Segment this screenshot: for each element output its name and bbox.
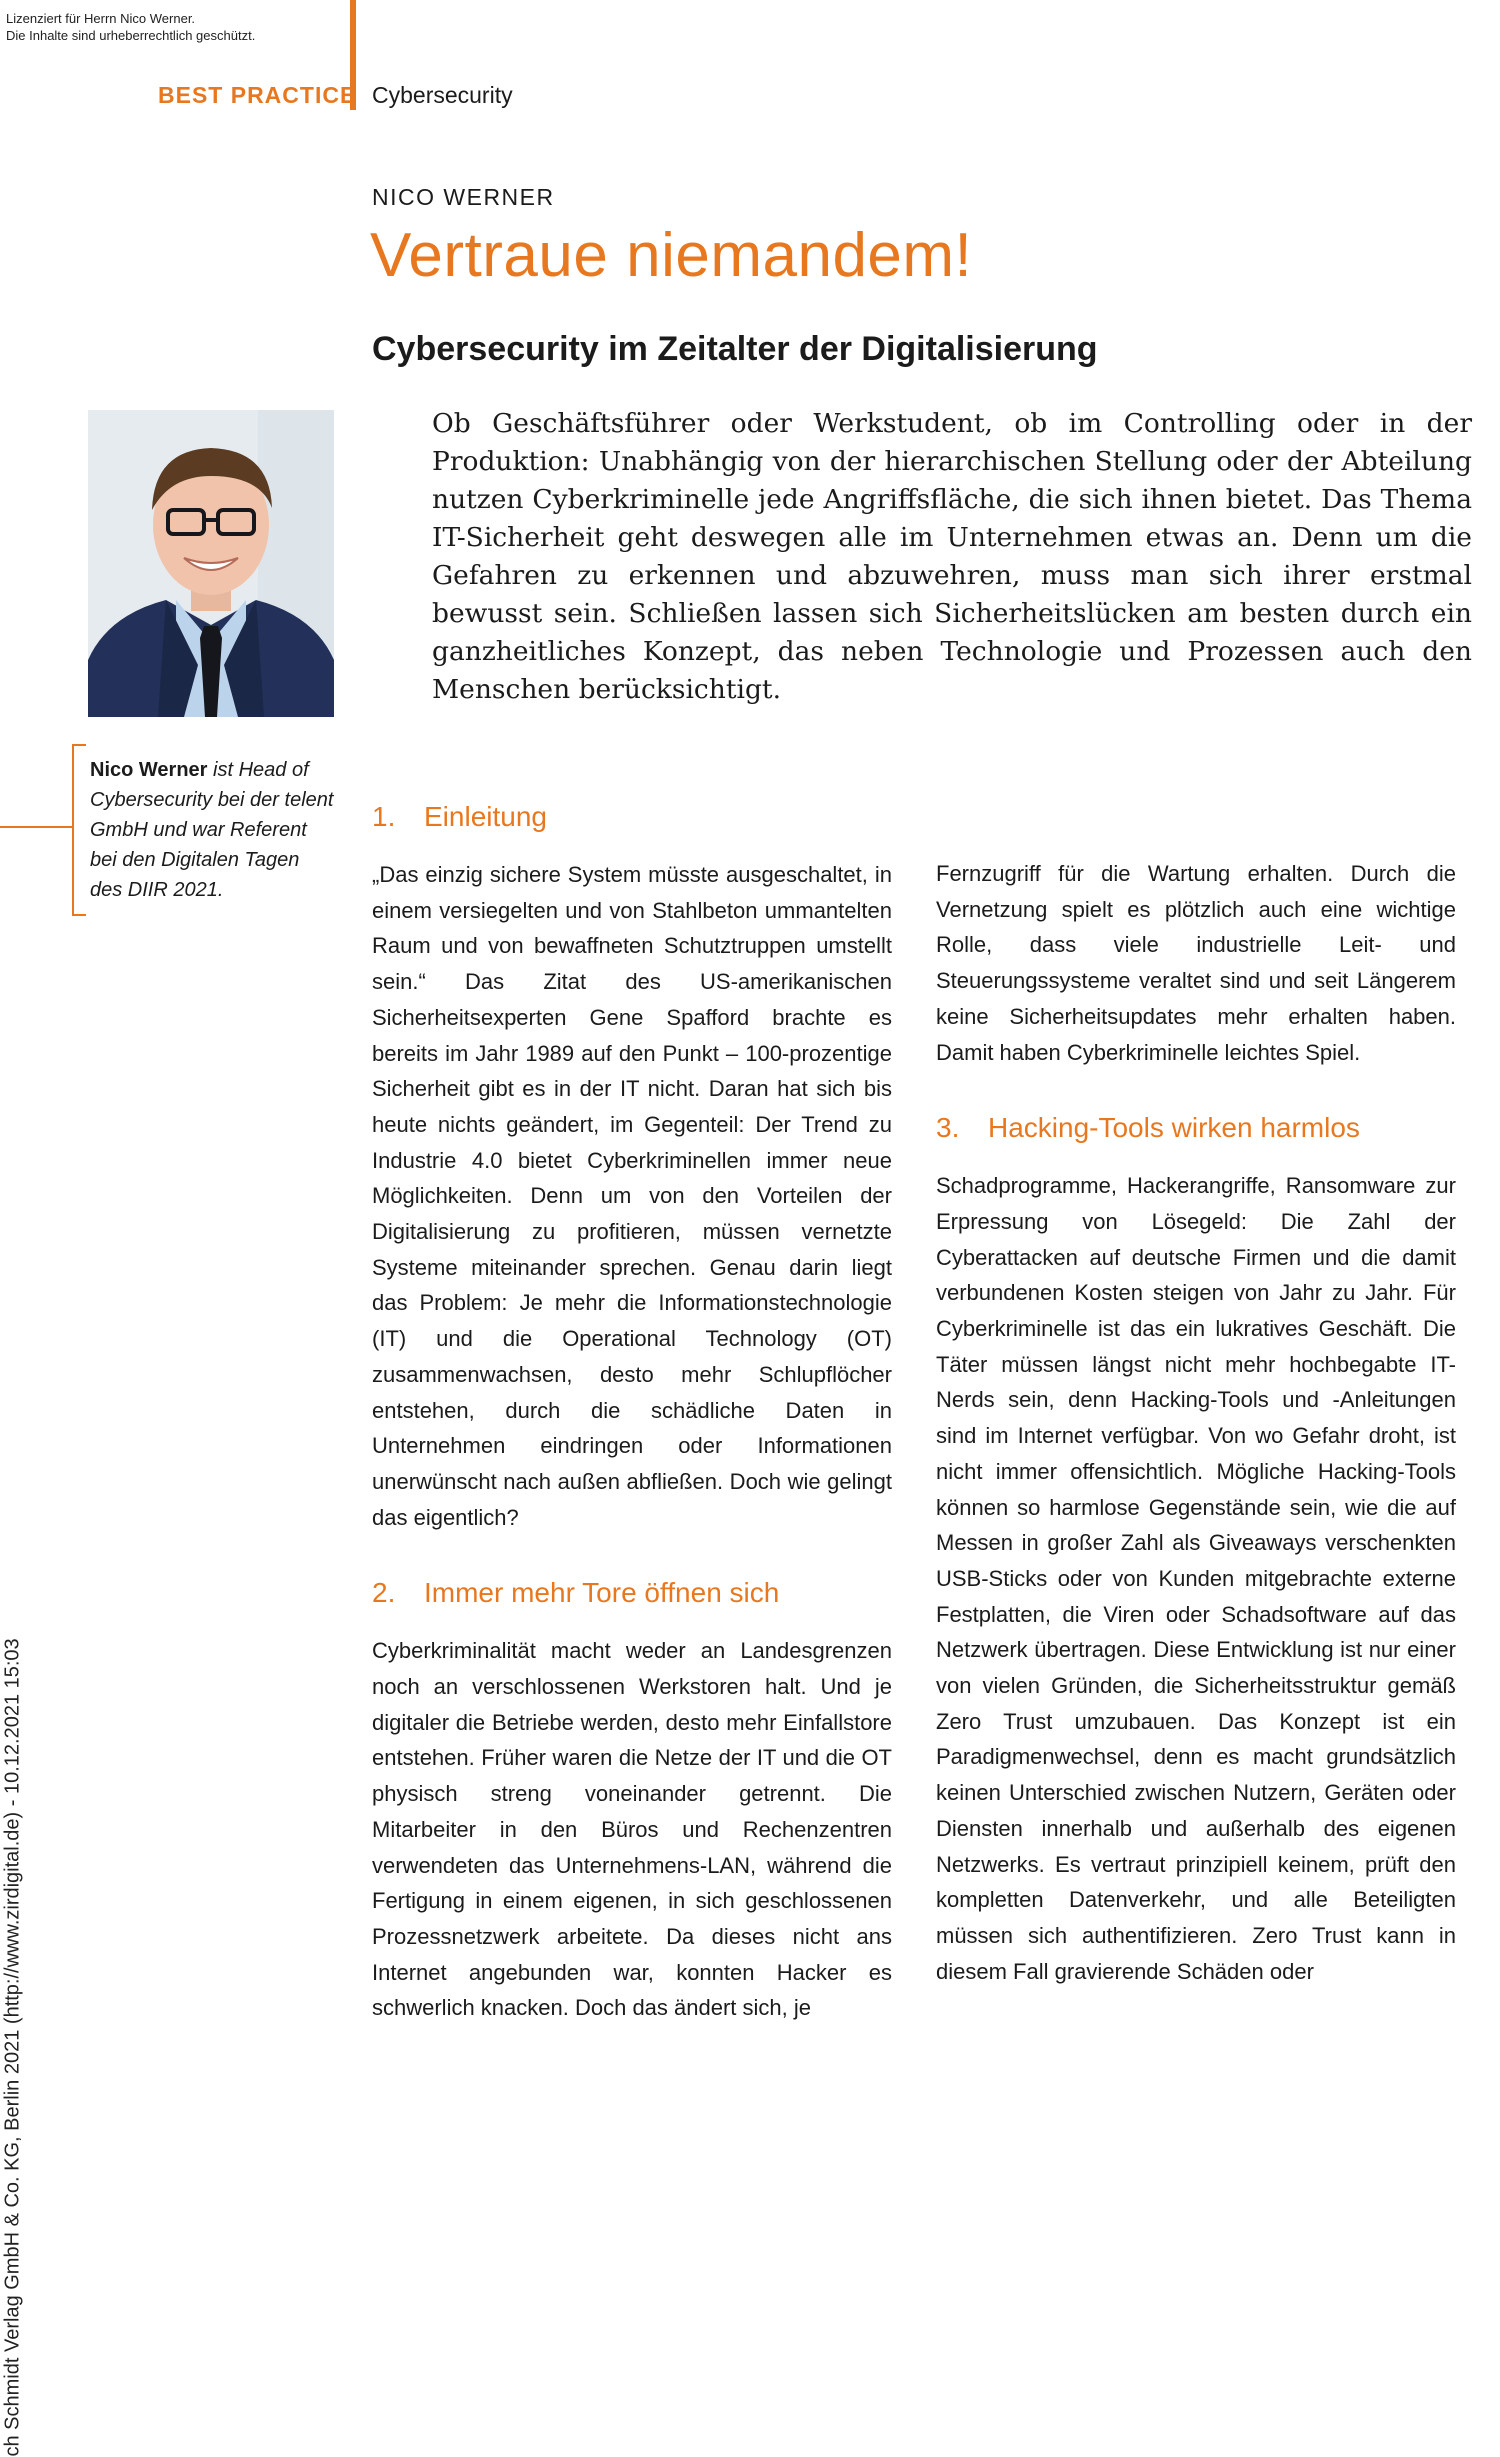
section-3-heading bbox=[936, 1108, 1456, 1168]
article-author: NICO WERNER bbox=[372, 184, 555, 210]
section-3-title: Hacking-Tools wirken harmlos bbox=[988, 1112, 1360, 1144]
column-right bbox=[936, 856, 1456, 1989]
article-lead: Ob Geschäftsführer oder Werkstudent, ob im Controlling oder in der Produktion: Unabhängig von der hierarchischen Stellung oder der Abteilung nutzen Cyberkriminelle jede Angriffsfläche, die sich ihnen bietet. Das Thema IT-Sicherheit geht deswegen alle im Unternehmen etwas an. Denn um die Gefahren zu erkennen und abzuwehren, muss man sich ihrer erstmal bewusst sein. Schließen lassen sich Sicherheitslücken am besten durch ein ganzheitliches Konzept, das neben Technologie und Prozessen auch den Menschen berücksichtigt. bbox=[432, 408, 1472, 705]
section-label: BEST PRACTICE bbox=[158, 82, 357, 108]
author-portrait-illustration bbox=[88, 410, 334, 717]
section-1-title: Einleitung bbox=[424, 801, 547, 832]
caption-name: Nico Werner bbox=[90, 759, 208, 781]
column-left bbox=[372, 797, 892, 2026]
author-caption bbox=[90, 755, 335, 905]
caption-text: ist Head of Cybersecurity bei der telent GmbH und war Referent bei den Digitalen Tagen des DIIR 2021. bbox=[90, 759, 334, 901]
license-line-2: Die Inhalte sind urheberrechtlich geschützt. bbox=[6, 28, 256, 43]
section-1-heading bbox=[372, 797, 892, 857]
section-2-continued: Fernzugriff für die Wartung erhalten. Durch die Vernetzung spielt es plötzlich auch eine wichtige Rolle, dass viele industrielle Leit- und Steuerungssysteme veraltet sind und seit Längerem keine Sicherheitsupdates mehr erhalten haben. Damit haben Cyberkriminelle leichtes Spiel. bbox=[936, 861, 1456, 1065]
section-2-heading bbox=[372, 1573, 892, 1633]
section-1-body: „Das einzig sichere System müsste ausgeschaltet, in einem versiegelten und von Stahlbeton ummantelten Raum und von bewaffneten Schutztruppen umstellt sein.“ Das Zitat des US-amerikanischen Sicherheitsexperten Gene Spafford brachte es bereits im Jahr 1989 auf den Punkt – 100-prozentige Sicherheit gibt es in der IT nicht. Daran hat sich bis heute nichts geändert, im Gegenteil: Der Trend zu Industrie 4.0 bietet Cyberkriminellen immer neue Möglichkeiten. Denn um von den Vorteilen der Digitalisierung zu profitieren, müssen vernetzte Systeme miteinander sprechen. Genau darin liegt das Problem: Je mehr die Informationstechnologie (IT) und die Operational Technology (OT) zusammenwachsen, desto mehr Schlupflöcher entstehen, durch die schädliche Daten in Unternehmen eindringen oder Informationen unerwünscht nach außen abfließen. Doch wie gelingt das eigentlich? bbox=[372, 862, 892, 1530]
section-2-body: Cyberkriminalität macht weder an Landesgrenzen noch an verschlossenen Werkstoren halt. Und je digitaler die Betriebe werden, desto mehr Einfallstore entstehen. Früher waren die Netze der IT und die OT physisch streng voneinander getrennt. Die Mitarbeiter in den Büros und Rechenzentren verwendeten das Unternehmens-LAN, während die Fertigung in einem eigenen, in sich geschlossenen Prozessnetzwerk arbeitete. Da dieses nicht ans Internet angebunden war, konnten Hacker es schwerlich knacken. Doch das ändert sich, je bbox=[372, 1638, 892, 2021]
article-subtitle: Cybersecurity im Zeitalter der Digitalisierung bbox=[372, 330, 1098, 368]
section-2-number: 2. bbox=[372, 1577, 396, 1609]
license-line-1: Lizenziert für Herrn Nico Werner. bbox=[6, 11, 196, 26]
section-2-title: Immer mehr Tore öffnen sich bbox=[424, 1577, 780, 1609]
section-3-body: Schadprogramme, Hackerangriffe, Ransomware zur Erpressung von Lösegeld: Die Zahl der Cyberattacken auf deutsche Firmen und die damit verbundenen Kosten steigen von Jahr zu Jahr. Für Cyberkriminelle ist das ein lukratives Geschäft. Die Täter müssen längst nicht mehr hochbegabte IT-Nerds sein, denn Hacking-Tools und -Anleitungen sind im Internet verfügbar. Von wo Gefahr droht, ist nicht immer offensichtlich. Mögliche Hacking-Tools können so harmlose Gegenstände sein, wie die auf Messen in großer Zahl als Giveaways verschenkten USB-Sticks oder von Kunden mitgebrachte externe Festplatten, die Viren oder Schadsoftware auf das Netzwerk übertragen. Diese Entwicklung ist nur einer von vielen Gründen, die Sicherheitsstruktur gemäß Zero Trust umzubauen. Das Konzept ist ein Paradigmenwechsel, denn es macht grundsätzlich keinen Unterschied zwischen Nutzern, Geräten oder Diensten innerhalb und außerhalb des eigenen Netzwerks. Es vertraut prinzipiell keinem, prüft den kompletten Datenverkehr, und alle Beteiligten müssen sich authentifizieren. Zero Trust kann in diesem Fall gravierende Schäden oder bbox=[936, 1173, 1456, 1984]
article-title: Vertraue niemandem! bbox=[370, 221, 973, 290]
author-photo bbox=[88, 410, 334, 717]
side-imprint: ch Schmidt Verlag GmbH & Co. KG, Berlin 2021 (http://www.zirdigital.de) - 10.12.2021 15:03 bbox=[1, 1638, 24, 2457]
category-label: Cybersecurity bbox=[372, 82, 513, 108]
section-3-number: 3. bbox=[936, 1112, 960, 1144]
license-note bbox=[6, 10, 255, 44]
section-1-number: 1. bbox=[372, 801, 396, 832]
